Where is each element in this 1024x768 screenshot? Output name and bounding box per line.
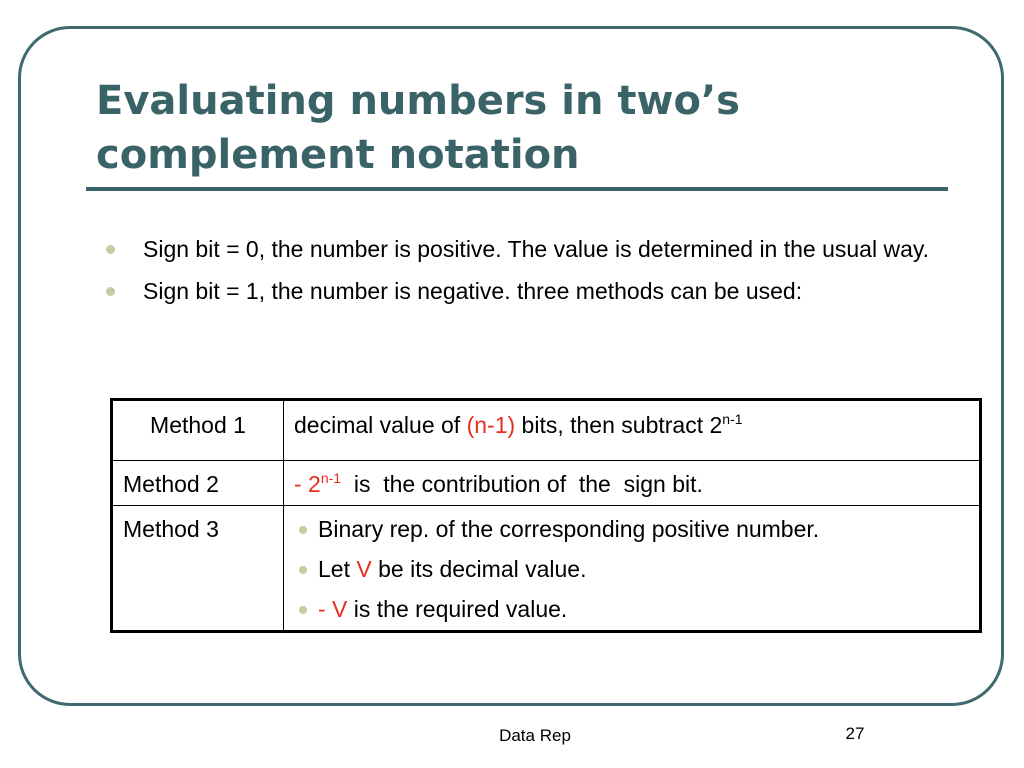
step-text: is the required value.	[347, 596, 568, 622]
table-row	[112, 506, 981, 632]
method-name-cell: Method 3	[112, 506, 284, 632]
method-description-cell	[284, 506, 981, 632]
bullet-item	[100, 274, 980, 308]
desc-superscript: n-1	[722, 411, 743, 427]
bullet-dot-icon	[106, 245, 115, 254]
title-line-2: complement notation	[96, 132, 580, 178]
desc-highlight: - 2	[294, 471, 321, 497]
list-item	[294, 554, 969, 584]
bullet-dot-icon	[299, 526, 307, 534]
desc-text: decimal value of	[294, 412, 467, 438]
page-number: 27	[845, 724, 865, 743]
bullet-text: Sign bit = 0, the number is positive. The value is determined in the usual way.	[143, 236, 930, 262]
step-text: Binary rep. of the corresponding positive number.	[318, 516, 820, 542]
desc-superscript: n-1	[320, 470, 342, 486]
step-highlight: - V	[318, 596, 348, 622]
bullet-dot-icon	[299, 606, 307, 614]
method-name-cell: Method 1	[112, 400, 284, 461]
bullet-dot-icon	[299, 566, 307, 574]
slide-title	[96, 74, 956, 182]
desc-text: bits, then subtract 2	[515, 412, 723, 438]
table-row	[112, 461, 981, 506]
bullet-item	[100, 232, 980, 266]
desc-text: is the contribution of the sign bit.	[341, 471, 703, 497]
method-description-cell	[284, 461, 981, 506]
table-row	[112, 400, 981, 461]
step-text: be its decimal value.	[371, 556, 587, 582]
list-item	[294, 594, 969, 624]
title-line-1: Evaluating numbers in two’s	[96, 78, 740, 124]
bullet-dot-icon	[106, 287, 115, 296]
footer-label: Data Rep	[499, 726, 571, 745]
title-underline	[86, 187, 948, 191]
step-highlight: V	[356, 556, 372, 582]
method-name-cell: Method 2	[112, 461, 284, 506]
bullet-list	[100, 232, 980, 316]
methods-table	[110, 398, 982, 633]
step-text: Let	[318, 556, 357, 582]
bullet-text: Sign bit = 1, the number is negative. three methods can be used:	[143, 278, 803, 304]
list-item	[294, 514, 969, 544]
method-description-cell	[284, 400, 981, 461]
method-steps-list	[294, 514, 969, 624]
desc-highlight: (n-1)	[466, 412, 516, 438]
